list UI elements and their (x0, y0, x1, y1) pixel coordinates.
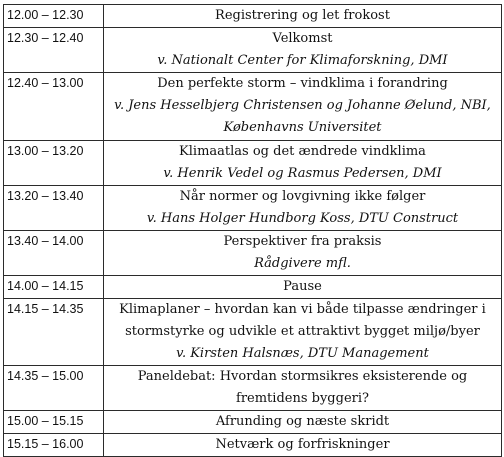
session-title: Den perfekte storm – vindklima i forandring (157, 76, 448, 91)
session-title: Klimaatlas og det ændrede vindklima (179, 144, 426, 159)
program-row (4, 5, 502, 28)
program-table (3, 4, 502, 457)
time-cell: 13.40 – 14.00 (4, 231, 104, 276)
time-cell: 13.00 – 13.20 (4, 141, 104, 186)
session-speaker: v. Nationalt Center for Klimaforskning, DMI (157, 53, 448, 68)
time-cell: 13.20 – 13.40 (4, 186, 104, 231)
session-title: Velkomst (272, 31, 333, 46)
session-cell (104, 186, 502, 231)
session-speaker: Rådgivere mfl. (254, 256, 351, 271)
time-cell: 12.00 – 12.30 (4, 5, 104, 28)
session-cell (104, 299, 502, 366)
time-cell: 15.00 – 15.15 (4, 411, 104, 434)
program-row (4, 411, 502, 434)
program-row (4, 299, 502, 366)
session-title: Når normer og lovgivning ikke følger (179, 189, 426, 204)
time-cell: 15.15 – 16.00 (4, 434, 104, 457)
session-cell (104, 411, 502, 434)
session-title: Perspektiver fra praksis (223, 234, 382, 249)
program-row (4, 141, 502, 186)
session-cell (104, 141, 502, 186)
program-row (4, 366, 502, 411)
program-table-body (4, 5, 502, 457)
time-cell: 14.35 – 15.00 (4, 366, 104, 411)
session-title: Klimaplaner – hvordan kan vi både tilpasse ændringer i stormstyrke og udvikle et attraktivt bygget miljø/byer (119, 302, 486, 339)
session-cell (104, 231, 502, 276)
session-cell (104, 276, 502, 299)
session-cell (104, 28, 502, 73)
session-title: Afrunding og næste skridt (215, 414, 390, 429)
session-speaker: v. Henrik Vedel og Rasmus Pedersen, DMI (163, 166, 442, 181)
session-speaker: v. Hans Holger Hundborg Koss, DTU Construct (146, 211, 459, 226)
session-cell (104, 5, 502, 28)
session-title: Netværk og forfriskninger (215, 437, 390, 452)
session-speaker: v. Kirsten Halsnæs, DTU Management (176, 346, 429, 361)
session-title: Pause (283, 279, 322, 294)
program-row (4, 28, 502, 73)
program-row (4, 186, 502, 231)
session-speaker: v. Jens Hesselbjerg Christensen og Johanne Øelund, NBI, Københavns Universitet (114, 98, 491, 135)
time-cell: 14.15 – 14.35 (4, 299, 104, 366)
program-row (4, 73, 502, 141)
session-title: Registrering og let frokost (215, 8, 390, 23)
time-cell: 12.40 – 13.00 (4, 73, 104, 141)
time-cell: 12.30 – 12.40 (4, 28, 104, 73)
program-row (4, 276, 502, 299)
session-cell (104, 73, 502, 141)
time-cell: 14.00 – 14.15 (4, 276, 104, 299)
program-row (4, 231, 502, 276)
session-cell (104, 366, 502, 411)
session-title: Paneldebat: Hvordan stormsikres eksisterende og fremtidens byggeri? (137, 369, 468, 406)
